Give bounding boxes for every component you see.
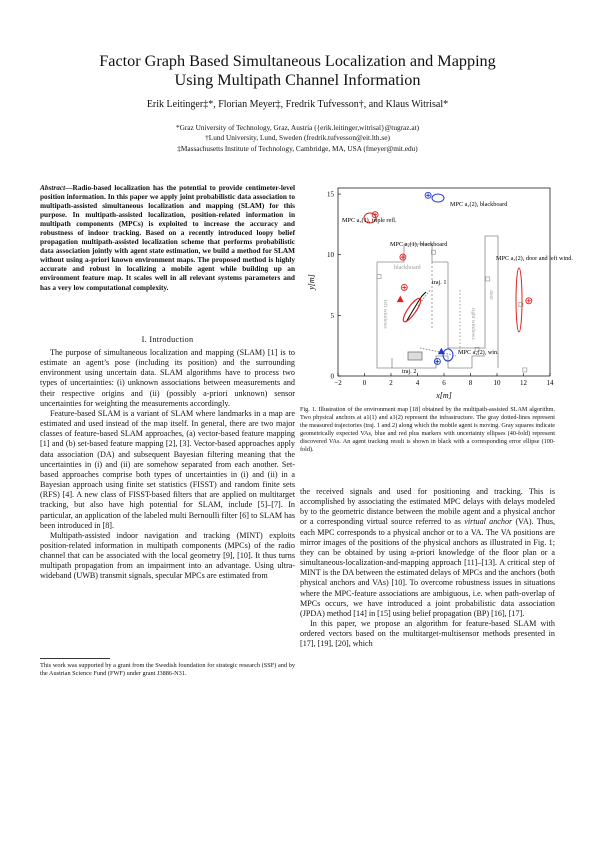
annotation-mpc-blackboard-mid: MPC a₂(1), blackboard: [390, 241, 448, 248]
x-tick-label: 0: [362, 379, 367, 387]
title-line-1: Factor Graph Based Simultaneous Localization and Mapping: [99, 52, 496, 70]
figure-caption: Fig. 1. Illustration of the environment map [18] obtained by the multipath-assisted SLAM algorithm. Two physical anchors at a1(1) and a1(2) represent the infrastructure. The gray dotted-lines represent the measured trajectories (traj. 1 and 2) along which the mobile agent is moving. Gray squares indicate geometrically expected VAs, blue and red plus markers with uncertainty ellipses (40-fold) represent discovered VAs. An agent tracking result is shown in black with a corresponding error ellipse (100-fold).: [300, 406, 555, 453]
affiliation-graz: *Graz University of Technology, Graz, Austria ({erik.leitinger,witrisal}@tugraz.at): [175, 123, 420, 132]
x-axis-label: x[m]: [436, 391, 452, 400]
annotation-mpc-triple: MPC a₃(1), triple refl.: [342, 217, 397, 224]
x-tick-label: 12: [520, 379, 527, 387]
x-tick-label: 4: [415, 379, 420, 387]
x-tick-label: 2: [389, 379, 393, 387]
y-tick-label: 10: [327, 251, 334, 260]
annotation-traj2: traj. 2: [402, 368, 417, 375]
title-line-2: Using Multipath Channel Information: [174, 71, 421, 89]
author-list: Erik Leitinger‡*, Florian Meyer‡, Fredrik Tufvesson†, and Klaus Witrisal*: [146, 99, 449, 110]
abstract-text: —Radio-based localization has the potential to provide centimeter-level position information. In this paper we apply joint probabilistic data association to multipath-assisted simultaneous localization and mapping (SLAM) for this purpose. In multipath-assisted localization, position-related information in multipath components (MPCs) is exploited to increase the accuracy and robustness of indoor tracking. Based on a recently introduced loopy belief propagation multipath-assisted localization scheme that performs probabilistic data association jointly with agent state estimation, we build a method for SLAM without using a-priori known environment maps. The proposed method is highly accurate and robust in localizing a mobile agent while building up an environment feature map. It scales well in all relevant systems parameters and has a very low computational complexity.: [40, 183, 295, 292]
x-tick-label: −2: [334, 379, 342, 387]
x-tick-label: 14: [546, 379, 554, 387]
affiliation-mit: ‡Massachusetts Institute of Technology, Cambridge, MA, USA (fmeyer@mit.edu): [177, 143, 418, 153]
affiliation-lund: †Lund University, Lund, Sweden (fredrik.tufvesson@eit.lth.se): [205, 133, 390, 143]
annotation-mpc-win: MPC a₄(2), win.: [458, 349, 499, 356]
y-tick-label: 5: [330, 311, 334, 320]
paragraph: Feature-based SLAM is a variant of SLAM where landmarks in a map are estimated and used instead of the map itself. In general, there are two major classes of feature-based SLAM approaches, (a) vector-based feature mapping [1] and (b) set-based feature mapping [2], [3]. Vector-based approaches apply data association (DA) and subsequent Bayesian filtering meaning that the uncertainties in (i) and (ii) are somehow separated from each another. Set-based approaches comprise both types of uncertainties in (i) and (ii) in a Bayesian approach using finite set statistics (FISST) and random finite sets (RFS) [4]. A new class of FISST-based filters that are applied on multitarget tracking, but also have high potential for SLAM, include [5]–[7]. In particular, an application of the labeled multi Bernoulli filter [6] to SLAM has been introduced in [8].: [40, 408, 295, 530]
paper-title: [40, 52, 555, 90]
right-windows-label: right windows: [470, 308, 476, 340]
paragraph: The purpose of simultaneous localization and mapping (SLAM) [1] is to estimate an agent’s pose (including its position) and the surrounding environment using uncertain data. SLAM algorithms have to process two types of uncertainties: (i) unknown associations between measurements and their respective origins and (ii) (possibly a-priori unknown) sensor uncertainties for weighting the measurements accordingly.: [40, 348, 295, 408]
paragraph: In this paper, we propose an algorithm for feature-based SLAM with ordered vectors based on the multitarget-multisensor methods presented in [17], [19], [20], which: [300, 619, 555, 649]
abstract: [40, 183, 295, 292]
x-tick-label: 10: [493, 379, 501, 387]
door-label: door: [488, 290, 494, 301]
blackboard-label: blackboard: [394, 265, 421, 271]
x-tick-label: 8: [468, 379, 473, 387]
x-tick-label: 6: [442, 379, 446, 387]
affiliations: [40, 123, 555, 154]
y-tick-label: 15: [327, 190, 334, 199]
footnote-rule: [40, 658, 110, 659]
annotation-mpc-blackboard-top: MPC a₂(2), blackboard: [450, 201, 508, 208]
y-axis-label: y[m]: [307, 274, 316, 290]
figure-environment-map: [300, 180, 573, 402]
left-column-body: [40, 348, 295, 582]
annotation-mpc-door: MPC a₃(2), door and left wind.: [496, 255, 573, 262]
right-column-body: [300, 487, 555, 650]
annotation-traj1: traj. 1: [432, 279, 447, 286]
left-windows-label: left windows: [382, 300, 388, 329]
footnote: This work was supported by a grant from the Swedish foundation for strategic research (SSF) and by the Austrian Science Fund (FWF) under grant J3886-N31.: [40, 662, 295, 677]
paragraph: Multipath-assisted indoor navigation and tracking (MINT) exploits position-related information in multipath components (MPCs) of the radio channel that can be associated with the local geometry [9], [10]. It thus turns multipath propagation from an impairment into an advantage. Using ultra-wideband (UWB) transmit signals, specular MPCs are estimated from: [40, 530, 295, 581]
y-tick-label: 0: [330, 372, 334, 381]
paragraph: the received signals and used for positioning and tracking. This is accomplished by associating the estimated MPC delays with delays modeled by to the geometric distance between the mobile agent and a physical anchor or a corresponding virtual source referred to as virtual anchor (VA). Thus, each MPC corresponds to a physical anchor or to a VA. The VA positions are mirror images of the positions of the physical anchors as illustrated in Fig. 1; they can be obtained by using a-priori knowledge of the floor plan or a simultaneous-localization-and-mapping approach [11]–[13]. A critical step of MINT is the DA between the estimated delays of MPCs and the anchors (both physical anchors and VAs) [10]. To overcome robustness issues in situations where the MPC-feature associations are ambiguous, i.e. when path-overlap of MPCs occurs, we have introduced a joint probabilistic data association (JPDA) method [14] in [15] using belief propagation (BP) [16], [17].: [300, 487, 556, 618]
abstract-label: Abstract: [40, 183, 66, 192]
section-heading: I. Introduction: [141, 335, 194, 344]
